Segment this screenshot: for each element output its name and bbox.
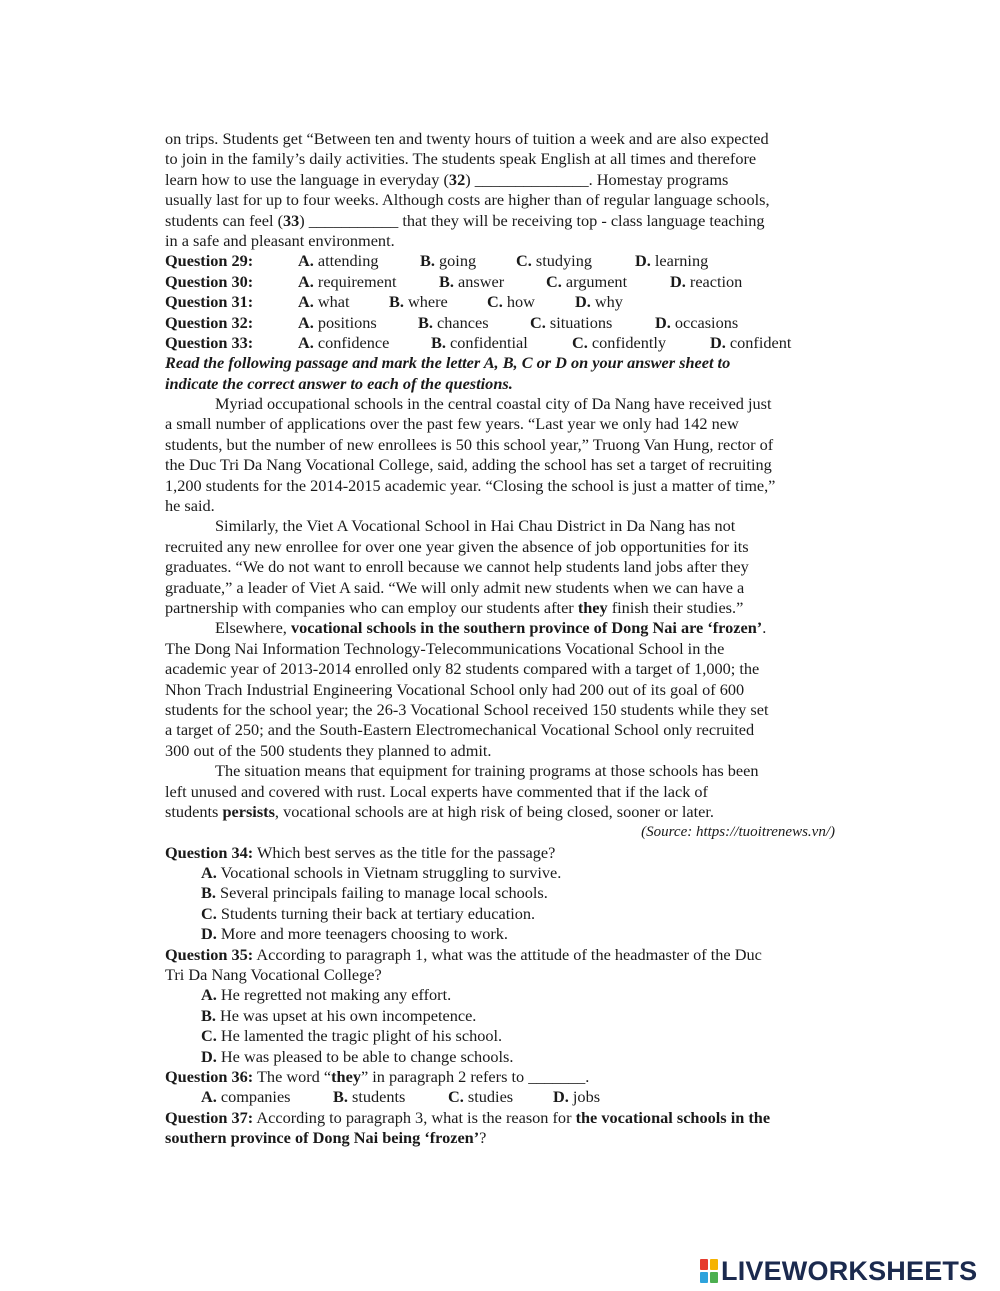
question-35-cont: Tri Da Nang Vocational College? bbox=[165, 965, 382, 985]
cloze-option-a[interactable]: A. confidence bbox=[298, 332, 390, 352]
logo-text: LIVEWORKSHEETS bbox=[721, 1255, 978, 1286]
cloze-question-row bbox=[165, 292, 835, 312]
logo-square-icon bbox=[700, 1272, 708, 1283]
cloze-question-row bbox=[165, 272, 835, 292]
q35-option-b[interactable]: B. He was upset at his own incompetence. bbox=[201, 1005, 477, 1025]
liveworksheets-logo[interactable] bbox=[700, 1255, 978, 1286]
intro-line: learn how to use the language in everyday (32) ______________. Homestay programs bbox=[165, 169, 729, 189]
cloze-option-d[interactable]: D. confident bbox=[710, 332, 792, 352]
cloze-option-a[interactable]: A. attending bbox=[298, 251, 379, 271]
instruction-line: indicate the correct answer to each of the questions. bbox=[165, 373, 513, 393]
question-35: Question 35: According to paragraph 1, what was the attitude of the headmaster of the Duc bbox=[165, 944, 762, 964]
passage-line: Similarly, the Viet A Vocational School in Hai Chau District in Da Nang has not bbox=[215, 516, 736, 536]
q35-option-d[interactable]: D. He was pleased to be able to change schools. bbox=[201, 1046, 514, 1066]
question-36: Question 36: The word “they” in paragraph 2 refers to _______. bbox=[165, 1066, 590, 1086]
cloze-option-b[interactable]: B. answer bbox=[439, 271, 505, 291]
question-label: Question 29: bbox=[165, 251, 254, 271]
cloze-question-row bbox=[165, 251, 835, 271]
passage-line: graduate,” a leader of Viet A said. “We will only admit new students when we can have a bbox=[165, 577, 745, 597]
q34-option-d[interactable]: D. More and more teenagers choosing to work. bbox=[201, 924, 508, 944]
passage-line: students, but the number of new enrollees is 50 this school year,” Truong Van Hung, rector of bbox=[165, 434, 774, 454]
cloze-option-d[interactable]: D. why bbox=[575, 292, 623, 312]
passage-line: The situation means that equipment for training programs at those schools has been bbox=[215, 761, 759, 781]
cloze-option-c[interactable]: C. situations bbox=[530, 312, 613, 332]
q34-option-c[interactable]: C. Students turning their back at tertiary education. bbox=[201, 903, 536, 923]
q36-option-c[interactable]: C. studies bbox=[448, 1087, 514, 1107]
question-37: Question 37: According to paragraph 3, what is the reason for the vocational schools in the bbox=[165, 1107, 771, 1127]
cloze-option-a[interactable]: A. what bbox=[298, 292, 350, 312]
passage-line: partnership with companies who can employ our students after they finish their studies.” bbox=[165, 597, 744, 617]
passage-line: he said. bbox=[165, 496, 215, 516]
cloze-question-row bbox=[165, 313, 835, 333]
cloze-option-a[interactable]: A. requirement bbox=[298, 271, 397, 291]
logo-square-icon bbox=[700, 1259, 708, 1270]
passage-line: 1,200 students for the 2014-2015 academic year. “Closing the school is just a matter of time,” bbox=[165, 475, 776, 495]
logo-square-icon bbox=[710, 1259, 718, 1270]
q36-option-d[interactable]: D. jobs bbox=[553, 1087, 601, 1107]
cloze-option-c[interactable]: C. how bbox=[487, 292, 535, 312]
question-label: Question 30: bbox=[165, 271, 254, 291]
q35-option-c[interactable]: C. He lamented the tragic plight of his school. bbox=[201, 1026, 503, 1046]
cloze-option-a[interactable]: A. positions bbox=[298, 312, 377, 332]
intro-line: on trips. Students get “Between ten and twenty hours of tuition a week and are also expected bbox=[165, 129, 769, 148]
passage-line: a small number of applications over the past few years. “Last year we only had 142 new bbox=[165, 414, 739, 434]
cloze-option-c[interactable]: C. argument bbox=[546, 271, 628, 291]
intro-line: usually last for up to four weeks. Although costs are higher than of regular language schools, bbox=[165, 190, 770, 210]
q34-option-b[interactable]: B. Several principals failing to manage local schools. bbox=[201, 883, 548, 903]
cloze-option-d[interactable]: D. occasions bbox=[655, 312, 739, 332]
passage-line: the Duc Tri Da Nang Vocational College, said, adding the school has set a target of recruiting bbox=[165, 455, 772, 475]
passage-line: recruited any new enrollee for over one year given the absence of job opportunities for its bbox=[165, 536, 749, 556]
intro-line: in a safe and pleasant environment. bbox=[165, 230, 395, 250]
passage-line: left unused and covered with rust. Local experts have commented that if the lack of bbox=[165, 781, 708, 801]
passage-line: students persists, vocational schools are at high risk of being closed, sooner or later. bbox=[165, 801, 714, 821]
cloze-question-row bbox=[165, 333, 835, 353]
question-label: Question 32: bbox=[165, 312, 254, 332]
cloze-option-b[interactable]: B. going bbox=[420, 251, 477, 271]
cloze-option-d[interactable]: D. reaction bbox=[670, 271, 743, 291]
source-citation: (Source: https://tuoitrenews.vn/) bbox=[641, 824, 835, 841]
q34-option-a[interactable]: A. Vocational schools in Vietnam struggling to survive. bbox=[201, 863, 562, 883]
passage-line: The Dong Nai Information Technology-Telecommunications Vocational School in the bbox=[165, 638, 725, 658]
cloze-questions bbox=[165, 251, 835, 353]
question-label: Question 31: bbox=[165, 292, 254, 312]
q36-option-a[interactable]: A. companies bbox=[201, 1087, 291, 1107]
cloze-option-c[interactable]: C. confidently bbox=[572, 332, 667, 352]
cloze-option-b[interactable]: B. confidential bbox=[431, 332, 528, 352]
worksheet-page bbox=[165, 129, 835, 1149]
passage-line: Myriad occupational schools in the central coastal city of Da Nang have received just bbox=[215, 394, 772, 414]
passage-line: graduates. “We do not want to enroll because we cannot help students land jobs after they bbox=[165, 557, 749, 577]
question-label: Question 33: bbox=[165, 332, 254, 352]
question-37-cont: southern province of Dong Nai being ‘frozen’? bbox=[165, 1128, 487, 1148]
q36-option-b[interactable]: B. students bbox=[333, 1087, 406, 1107]
passage-line: Nhon Trach Industrial Engineering Vocational School only had 200 out of its goal of 600 bbox=[165, 679, 745, 699]
cloze-option-d[interactable]: D. learning bbox=[635, 251, 709, 271]
q36-options bbox=[165, 1087, 835, 1107]
passage-line: students for the school year; the 26-3 Vocational School received 150 students while they set bbox=[165, 699, 769, 719]
liveworksheets-logo-icon bbox=[700, 1259, 718, 1283]
cloze-option-b[interactable]: B. chances bbox=[418, 312, 489, 332]
intro-line: students can feel (33) ___________ that they will be receiving top - class language teaching bbox=[165, 210, 765, 230]
instruction-line: Read the following passage and mark the letter A, B, C or D on your answer sheet to bbox=[165, 353, 731, 373]
passage-line: 300 out of the 500 students they planned to admit. bbox=[165, 740, 492, 760]
q35-option-a[interactable]: A. He regretted not making any effort. bbox=[201, 985, 452, 1005]
cloze-option-b[interactable]: B. where bbox=[389, 292, 448, 312]
passage-line: Elsewhere, vocational schools in the southern province of Dong Nai are ‘frozen’. bbox=[215, 618, 767, 638]
question-34: Question 34: Which best serves as the title for the passage? bbox=[165, 842, 556, 862]
cloze-option-c[interactable]: C. studying bbox=[516, 251, 592, 271]
passage-line: academic year of 2013-2014 enrolled only 82 students compared with a target of 1,000; the bbox=[165, 659, 760, 679]
passage-line: a target of 250; and the South-Eastern Electromechanical Vocational School only recruited bbox=[165, 720, 755, 740]
intro-line: to join in the family’s daily activities. The students speak English at all times and therefore bbox=[165, 149, 757, 169]
logo-square-icon bbox=[710, 1272, 718, 1283]
